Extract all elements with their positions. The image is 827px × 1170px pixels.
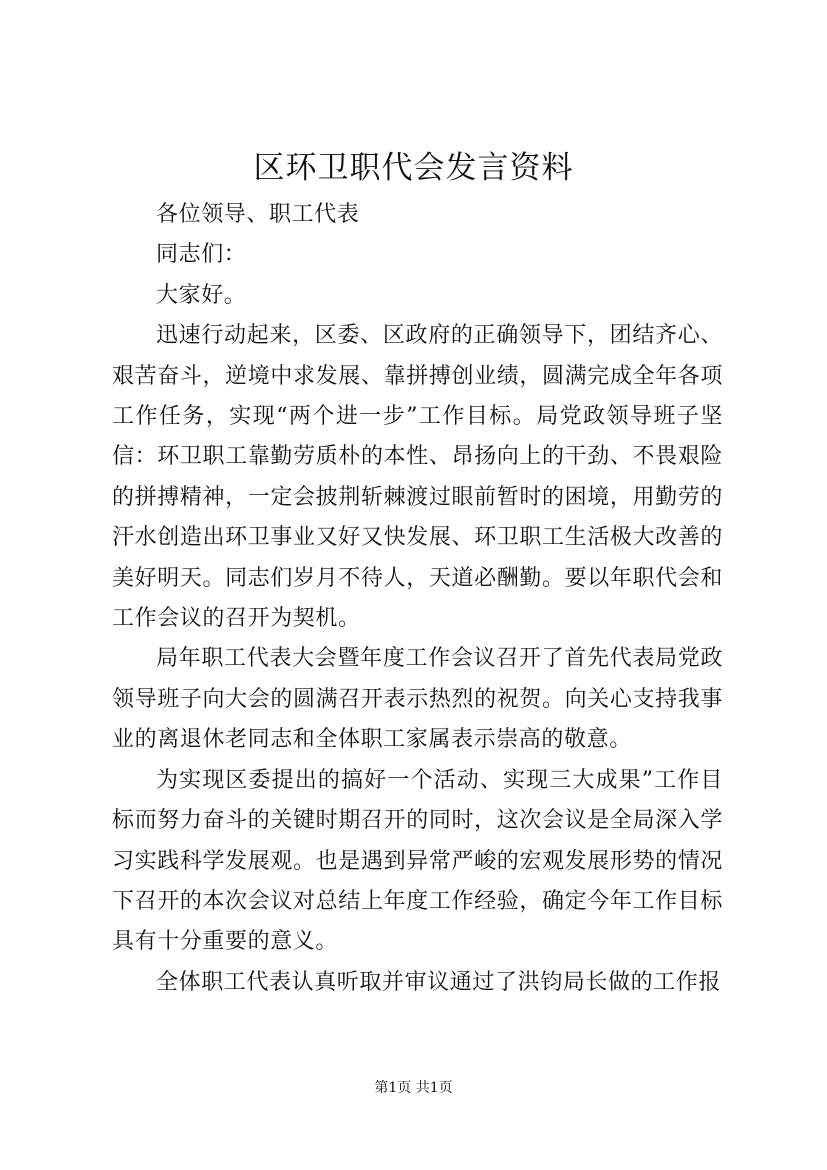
greeting: 大家好。: [156, 282, 247, 308]
document-body: [112, 195, 723, 1003]
paragraph-1: 迅速行动起来，区委、区政府的正确领导下，团结齐心、艰苦奋斗，逆境中求发展、靠拼搏创业绩，圆满完成全年各项工作任务，实现“两个进一步”工作目标。局党政领导班子坚信：环卫职工靠勤劳质朴的本性、昂扬向上的干劲、不畏艰险的拼搏精神，一定会披荆斩棘渡过眼前暂时的困境，用勤劳的汗水创造出环卫事业又好又快发展、环卫职工生活极大改善的美好明天。同志们岁月不待人，天道必酬勤。要以年职代会和工作会议的召开为契机。: [112, 323, 723, 632]
paragraph-3: 为实现区委提出的搞好一个活动、实现三大成果”工作目标而努力奋斗的关键时期召开的同时，这次会议是全局深入学习实践科学发展观。也是遇到异常严峻的宏观发展形势的情况下召开的本次会议对总结上年度工作经验，确定今年工作目标具有十分重要的意义。: [112, 767, 723, 955]
page-number-footer: 第1页 共1页: [374, 1080, 453, 1096]
document-title: 区环卫职代会发言资料: [253, 150, 574, 186]
paragraph-2: 局年职工代表大会暨年度工作会议召开了首先代表局党政领导班子向大会的圆满召开表示热烈的祝贺。向关心支持我事业的离退休老同志和全体职工家属表示崇高的敬意。: [112, 646, 723, 753]
paragraph-4: 全体职工代表认真听取并审议通过了洪钧局长做的工作报: [156, 969, 722, 995]
salutation-comrades: 同志们：: [156, 242, 247, 268]
salutation-leaders: 各位领导、职工代表: [156, 202, 360, 227]
